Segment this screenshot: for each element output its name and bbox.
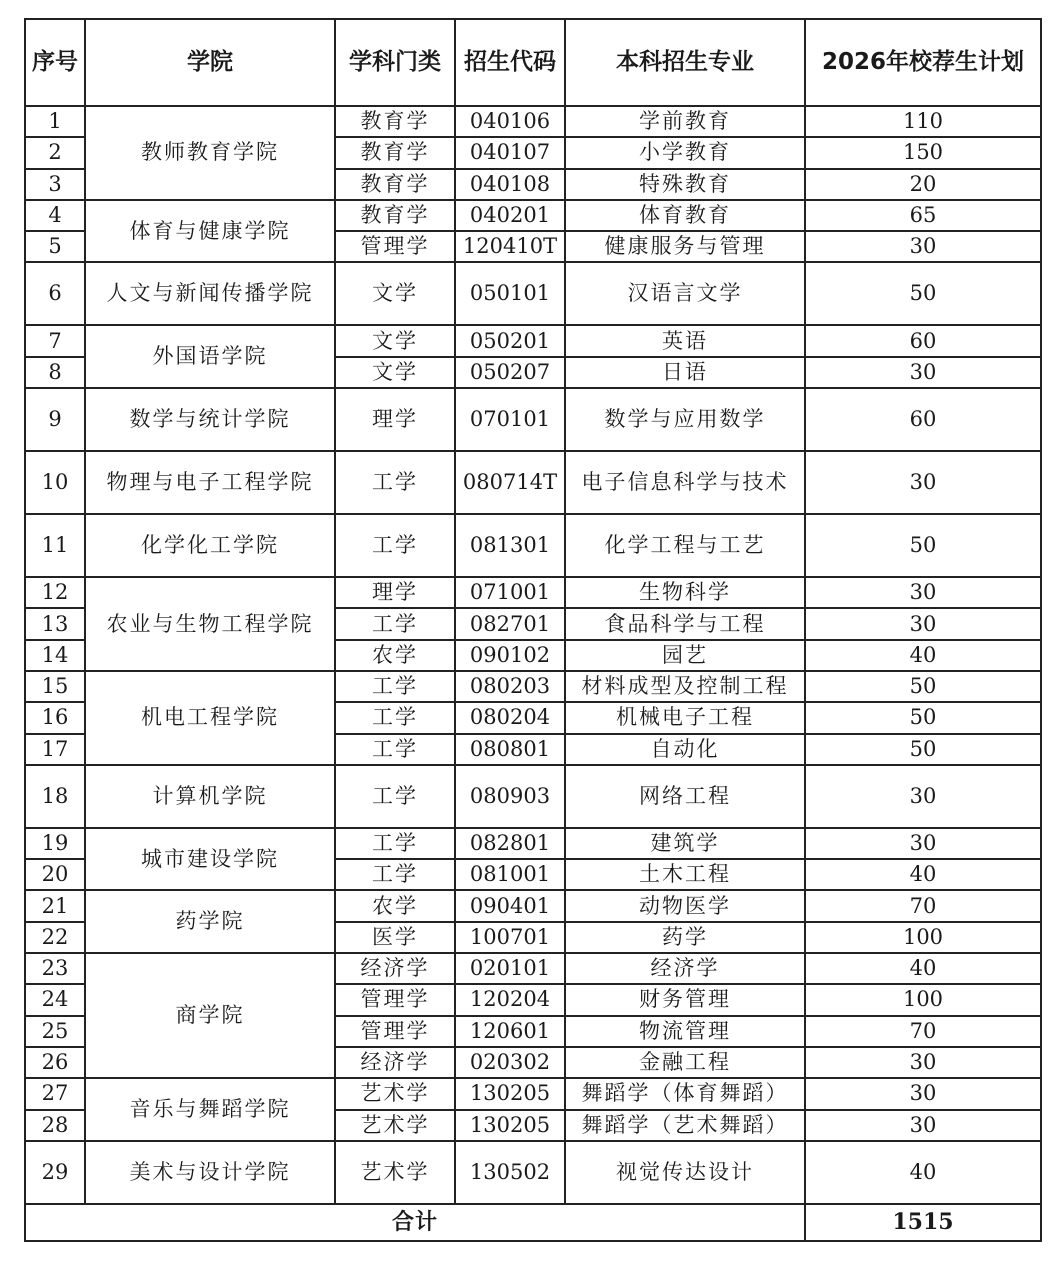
table-row <box>25 671 1041 702</box>
row-index: 15 <box>25 671 85 702</box>
row-index: 1 <box>25 106 85 137</box>
major-cell: 日语 <box>565 357 805 388</box>
plan-cell: 30 <box>805 231 1041 262</box>
row-index: 7 <box>25 325 85 356</box>
major-cell: 材料成型及控制工程 <box>565 671 805 702</box>
college-cell: 教师教育学院 <box>85 106 335 200</box>
header-college: 学院 <box>85 19 335 106</box>
code-cell: 040106 <box>455 106 565 137</box>
major-cell: 经济学 <box>565 953 805 984</box>
row-index: 8 <box>25 357 85 388</box>
code-cell: 090401 <box>455 890 565 921</box>
code-cell: 080903 <box>455 765 565 828</box>
row-index: 19 <box>25 828 85 859</box>
row-index: 12 <box>25 577 85 608</box>
header-discipline: 学科门类 <box>335 19 455 106</box>
major-cell: 小学教育 <box>565 137 805 168</box>
major-cell: 机械电子工程 <box>565 702 805 733</box>
discipline-cell: 工学 <box>335 702 455 733</box>
code-cell: 080714T <box>455 451 565 514</box>
discipline-cell: 工学 <box>335 859 455 890</box>
plan-cell: 30 <box>805 1110 1041 1141</box>
table-row <box>25 890 1041 921</box>
discipline-cell: 文学 <box>335 325 455 356</box>
college-cell: 数学与统计学院 <box>85 388 335 451</box>
row-index: 24 <box>25 984 85 1015</box>
discipline-cell: 文学 <box>335 357 455 388</box>
major-cell: 药学 <box>565 922 805 953</box>
plan-cell: 30 <box>805 577 1041 608</box>
table-row <box>25 828 1041 859</box>
enrollment-plan-table <box>24 18 1042 1242</box>
major-cell: 学前教育 <box>565 106 805 137</box>
code-cell: 070101 <box>455 388 565 451</box>
row-index: 22 <box>25 922 85 953</box>
college-cell: 商学院 <box>85 953 335 1078</box>
plan-cell: 40 <box>805 640 1041 671</box>
discipline-cell: 管理学 <box>335 984 455 1015</box>
discipline-cell: 工学 <box>335 734 455 765</box>
table-row <box>25 388 1041 451</box>
code-cell: 130502 <box>455 1141 565 1204</box>
row-index: 18 <box>25 765 85 828</box>
table-row <box>25 325 1041 356</box>
college-cell: 计算机学院 <box>85 765 335 828</box>
code-cell: 100701 <box>455 922 565 953</box>
table-body <box>25 106 1041 1204</box>
code-cell: 130205 <box>455 1078 565 1109</box>
row-index: 14 <box>25 640 85 671</box>
major-cell: 动物医学 <box>565 890 805 921</box>
table-row <box>25 451 1041 514</box>
discipline-cell: 艺术学 <box>335 1110 455 1141</box>
row-index: 5 <box>25 231 85 262</box>
row-index: 13 <box>25 608 85 639</box>
code-cell: 040107 <box>455 137 565 168</box>
discipline-cell: 农学 <box>335 890 455 921</box>
code-cell: 082701 <box>455 608 565 639</box>
plan-cell: 100 <box>805 922 1041 953</box>
code-cell: 120204 <box>455 984 565 1015</box>
major-cell: 舞蹈学（艺术舞蹈） <box>565 1110 805 1141</box>
code-cell: 081001 <box>455 859 565 890</box>
row-index: 23 <box>25 953 85 984</box>
code-cell: 020101 <box>455 953 565 984</box>
college-cell: 农业与生物工程学院 <box>85 577 335 671</box>
code-cell: 080204 <box>455 702 565 733</box>
major-cell: 健康服务与管理 <box>565 231 805 262</box>
major-cell: 化学工程与工艺 <box>565 514 805 577</box>
college-cell: 体育与健康学院 <box>85 200 335 263</box>
major-cell: 园艺 <box>565 640 805 671</box>
discipline-cell: 工学 <box>335 514 455 577</box>
plan-cell: 50 <box>805 734 1041 765</box>
row-index: 11 <box>25 514 85 577</box>
discipline-cell: 医学 <box>335 922 455 953</box>
row-index: 3 <box>25 169 85 200</box>
code-cell: 120410T <box>455 231 565 262</box>
plan-cell: 50 <box>805 262 1041 325</box>
discipline-cell: 艺术学 <box>335 1078 455 1109</box>
discipline-cell: 经济学 <box>335 1047 455 1078</box>
row-index: 25 <box>25 1016 85 1047</box>
plan-cell: 30 <box>805 451 1041 514</box>
code-cell: 090102 <box>455 640 565 671</box>
table-row <box>25 765 1041 828</box>
major-cell: 英语 <box>565 325 805 356</box>
major-cell: 网络工程 <box>565 765 805 828</box>
row-index: 10 <box>25 451 85 514</box>
plan-cell: 30 <box>805 357 1041 388</box>
row-index: 20 <box>25 859 85 890</box>
major-cell: 数学与应用数学 <box>565 388 805 451</box>
table-row <box>25 1141 1041 1204</box>
plan-cell: 30 <box>805 765 1041 828</box>
major-cell: 土木工程 <box>565 859 805 890</box>
header-index: 序号 <box>25 19 85 106</box>
code-cell: 050201 <box>455 325 565 356</box>
code-cell: 050207 <box>455 357 565 388</box>
code-cell: 120601 <box>455 1016 565 1047</box>
discipline-cell: 工学 <box>335 451 455 514</box>
row-index: 17 <box>25 734 85 765</box>
college-cell: 机电工程学院 <box>85 671 335 765</box>
plan-cell: 110 <box>805 106 1041 137</box>
major-cell: 汉语言文学 <box>565 262 805 325</box>
discipline-cell: 文学 <box>335 262 455 325</box>
row-index: 16 <box>25 702 85 733</box>
major-cell: 舞蹈学（体育舞蹈） <box>565 1078 805 1109</box>
discipline-cell: 教育学 <box>335 106 455 137</box>
college-cell: 音乐与舞蹈学院 <box>85 1078 335 1141</box>
plan-cell: 50 <box>805 514 1041 577</box>
discipline-cell: 经济学 <box>335 953 455 984</box>
discipline-cell: 工学 <box>335 671 455 702</box>
code-cell: 080203 <box>455 671 565 702</box>
major-cell: 视觉传达设计 <box>565 1141 805 1204</box>
major-cell: 金融工程 <box>565 1047 805 1078</box>
plan-cell: 60 <box>805 388 1041 451</box>
table-row <box>25 106 1041 137</box>
code-cell: 081301 <box>455 514 565 577</box>
discipline-cell: 教育学 <box>335 137 455 168</box>
discipline-cell: 工学 <box>335 608 455 639</box>
plan-cell: 30 <box>805 828 1041 859</box>
row-index: 26 <box>25 1047 85 1078</box>
row-index: 29 <box>25 1141 85 1204</box>
header-code: 招生代码 <box>455 19 565 106</box>
plan-cell: 100 <box>805 984 1041 1015</box>
header-row <box>25 19 1041 106</box>
major-cell: 体育教育 <box>565 200 805 231</box>
plan-cell: 70 <box>805 1016 1041 1047</box>
college-cell: 化学化工学院 <box>85 514 335 577</box>
row-index: 4 <box>25 200 85 231</box>
major-cell: 电子信息科学与技术 <box>565 451 805 514</box>
row-index: 21 <box>25 890 85 921</box>
total-row <box>25 1204 1041 1241</box>
code-cell: 130205 <box>455 1110 565 1141</box>
plan-cell: 40 <box>805 859 1041 890</box>
college-cell: 城市建设学院 <box>85 828 335 891</box>
plan-cell: 40 <box>805 953 1041 984</box>
discipline-cell: 工学 <box>335 828 455 859</box>
plan-cell: 30 <box>805 1047 1041 1078</box>
major-cell: 物流管理 <box>565 1016 805 1047</box>
row-index: 2 <box>25 137 85 168</box>
plan-cell: 20 <box>805 169 1041 200</box>
row-index: 28 <box>25 1110 85 1141</box>
table-row <box>25 1078 1041 1109</box>
discipline-cell: 理学 <box>335 577 455 608</box>
discipline-cell: 教育学 <box>335 200 455 231</box>
plan-cell: 150 <box>805 137 1041 168</box>
college-cell: 人文与新闻传播学院 <box>85 262 335 325</box>
major-cell: 特殊教育 <box>565 169 805 200</box>
major-cell: 财务管理 <box>565 984 805 1015</box>
college-cell: 药学院 <box>85 890 335 953</box>
discipline-cell: 工学 <box>335 765 455 828</box>
college-cell: 外国语学院 <box>85 325 335 388</box>
table-row <box>25 262 1041 325</box>
major-cell: 建筑学 <box>565 828 805 859</box>
discipline-cell: 管理学 <box>335 231 455 262</box>
plan-cell: 70 <box>805 890 1041 921</box>
plan-cell: 60 <box>805 325 1041 356</box>
table-row <box>25 514 1041 577</box>
plan-cell: 50 <box>805 702 1041 733</box>
code-cell: 040201 <box>455 200 565 231</box>
table-row <box>25 953 1041 984</box>
college-cell: 美术与设计学院 <box>85 1141 335 1204</box>
header-plan: 2026年校荐生计划 <box>805 19 1041 106</box>
major-cell: 生物科学 <box>565 577 805 608</box>
discipline-cell: 理学 <box>335 388 455 451</box>
plan-cell: 65 <box>805 200 1041 231</box>
college-cell: 物理与电子工程学院 <box>85 451 335 514</box>
code-cell: 071001 <box>455 577 565 608</box>
table-row <box>25 577 1041 608</box>
code-cell: 050101 <box>455 262 565 325</box>
plan-cell: 40 <box>805 1141 1041 1204</box>
row-index: 6 <box>25 262 85 325</box>
table-row <box>25 200 1041 231</box>
discipline-cell: 教育学 <box>335 169 455 200</box>
plan-cell: 30 <box>805 1078 1041 1109</box>
discipline-cell: 艺术学 <box>335 1141 455 1204</box>
plan-cell: 50 <box>805 671 1041 702</box>
total-label: 合计 <box>25 1204 805 1241</box>
header-major: 本科招生专业 <box>565 19 805 106</box>
discipline-cell: 农学 <box>335 640 455 671</box>
code-cell: 020302 <box>455 1047 565 1078</box>
discipline-cell: 管理学 <box>335 1016 455 1047</box>
plan-cell: 30 <box>805 608 1041 639</box>
major-cell: 自动化 <box>565 734 805 765</box>
code-cell: 080801 <box>455 734 565 765</box>
total-value: 1515 <box>805 1204 1041 1241</box>
code-cell: 082801 <box>455 828 565 859</box>
major-cell: 食品科学与工程 <box>565 608 805 639</box>
row-index: 27 <box>25 1078 85 1109</box>
row-index: 9 <box>25 388 85 451</box>
code-cell: 040108 <box>455 169 565 200</box>
